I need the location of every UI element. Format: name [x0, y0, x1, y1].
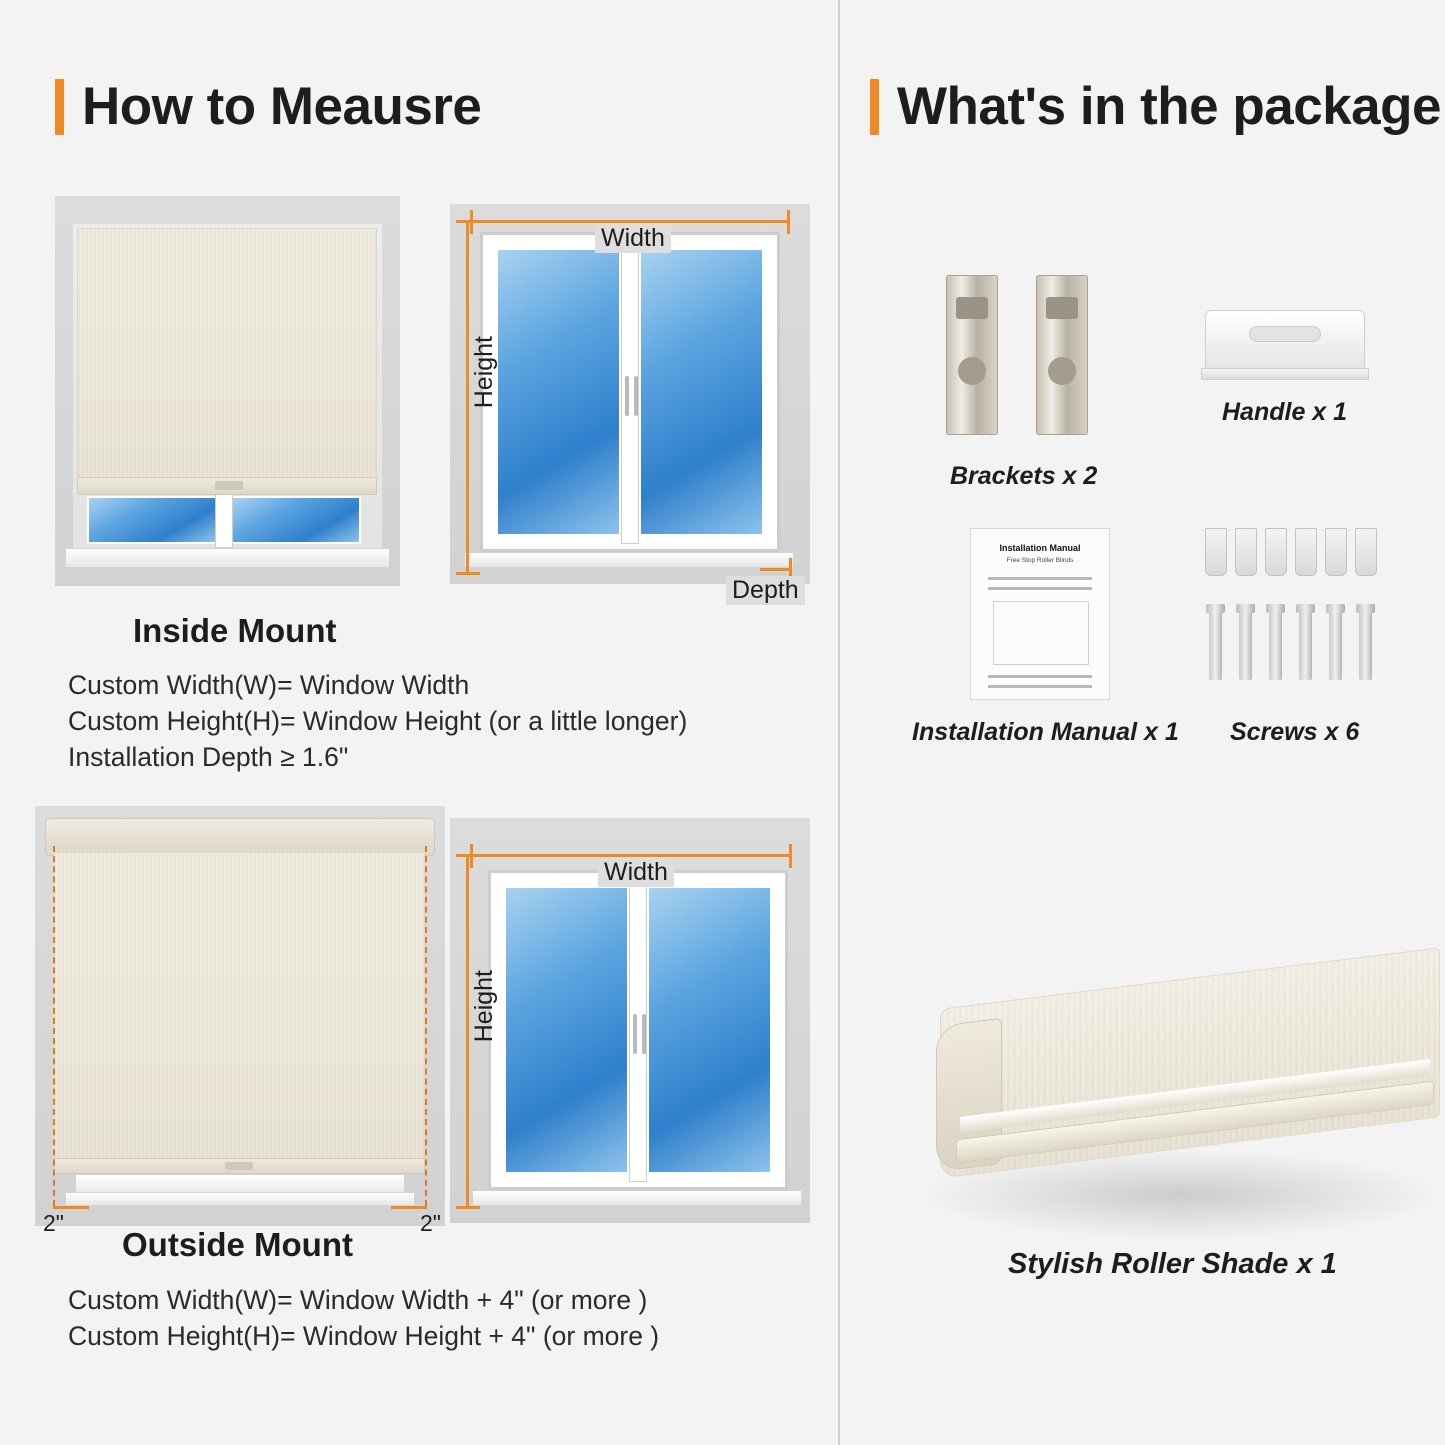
right-offset-label: 2" [420, 1210, 441, 1236]
depth-dimension-line [760, 568, 792, 571]
screw-icon [1209, 604, 1222, 680]
right-extension-guide [425, 846, 427, 1206]
screw-icon [1299, 604, 1312, 680]
manual-icon [970, 528, 1110, 700]
manual-figure [993, 601, 1089, 665]
inside-mount-spec-1: Custom Width(W)= Window Width [68, 670, 470, 700]
window-glass [87, 496, 217, 544]
window-glass-right [639, 248, 764, 536]
window-glass-left [496, 248, 621, 536]
screw-head [1356, 604, 1375, 613]
right-offset-line [391, 1206, 427, 1209]
outside-mount-dimension-diagram [440, 810, 810, 1230]
manual-line [988, 685, 1093, 688]
bracket-detail [1048, 357, 1076, 385]
section-heading-how-to-measure [55, 76, 481, 137]
depth-label: Depth [726, 576, 805, 605]
window-glass-right [647, 886, 772, 1174]
handle-grip-cutout [1249, 326, 1321, 342]
handle-group [1205, 310, 1365, 390]
window-glass-left [504, 886, 629, 1174]
rail-pull-tab [215, 481, 243, 490]
wall-anchor-icon [1235, 528, 1257, 576]
left-extension-guide [53, 846, 55, 1206]
screw-icon [1359, 604, 1372, 680]
left-offset-line [53, 1206, 89, 1209]
screw-head [1236, 604, 1255, 613]
window-sill-lip [65, 1192, 415, 1206]
screw-head [1266, 604, 1285, 613]
height-label: Height [470, 970, 498, 1043]
accent-bar [55, 79, 64, 135]
inside-mount-spec-2: Custom Height(H)= Window Height (or a little longer) [68, 706, 688, 736]
height-label: Height [470, 336, 498, 409]
window-sill [464, 552, 794, 568]
width-dim-cap-right [789, 844, 792, 868]
window-glass [231, 496, 361, 544]
manual-label: Installation Manual x 1 [912, 718, 1179, 746]
screws-label: Screws x 6 [1230, 718, 1360, 746]
height-dim-cap-bottom [456, 1206, 480, 1209]
heading-text: What's in the package [897, 77, 1442, 136]
height-dim-cap-top [456, 220, 480, 223]
height-dimension-line [466, 220, 469, 575]
roller-shade-label: Stylish Roller Shade x 1 [1008, 1248, 1337, 1280]
bracket-detail [1046, 297, 1078, 319]
wall-anchor-icon [1295, 528, 1317, 576]
manual-line [988, 587, 1093, 590]
inside-mount-title: Inside Mount [133, 612, 337, 649]
outside-mount-spec-2: Custom Height(H)= Window Height + 4" (or more ) [68, 1321, 660, 1351]
window-sill [65, 548, 390, 568]
bracket-detail [956, 297, 988, 319]
roller-shade-fabric [77, 228, 377, 478]
wall-anchor-icon [1325, 528, 1347, 576]
roller-shade-fabric [53, 852, 425, 1162]
window-handle-right [634, 376, 638, 416]
width-dimension-line [470, 854, 792, 857]
screw-icon [1269, 604, 1282, 680]
bracket-detail [958, 357, 986, 385]
outside-mount-illustration [35, 806, 445, 1236]
manual-line [988, 577, 1093, 580]
width-label: Width [598, 858, 674, 887]
vertical-divider [838, 0, 840, 1445]
handle-base [1201, 368, 1369, 380]
manual-title: Installation Manual [999, 543, 1081, 553]
inside-mount-dimension-diagram [440, 196, 810, 604]
brackets-label: Brackets x 2 [950, 462, 1098, 490]
wall-anchor-icon [1355, 528, 1377, 576]
handle-label: Handle x 1 [1222, 398, 1348, 426]
manual-subtitle: Free Stop Roller Blinds [1006, 557, 1074, 564]
rail-pull-tab [225, 1162, 253, 1170]
left-offset-label: 2" [43, 1210, 64, 1236]
heading-text: How to Meausre [82, 77, 482, 136]
window-handle-left [633, 1014, 637, 1054]
window-sash [215, 492, 233, 548]
inside-mount-illustration [55, 196, 400, 586]
manual-line [988, 675, 1093, 678]
height-dim-cap-bottom [456, 572, 480, 575]
window-handle-left [625, 376, 629, 416]
wall-anchor-icon [1265, 528, 1287, 576]
width-label: Width [595, 224, 671, 253]
screw-head [1326, 604, 1345, 613]
height-dim-cap-top [456, 854, 480, 857]
accent-bar [870, 79, 879, 135]
screw-head [1296, 604, 1315, 613]
outside-mount-spec-1: Custom Width(W)= Window Width + 4" (or more ) [68, 1285, 648, 1315]
screw-head [1206, 604, 1225, 613]
outside-mount-title: Outside Mount [122, 1226, 353, 1263]
width-dim-cap-right [787, 210, 790, 234]
roller-shade-icon [900, 960, 1440, 1240]
section-heading-package [870, 76, 1441, 137]
window-sill [472, 1190, 802, 1206]
brackets-group [940, 275, 1100, 445]
height-dimension-line [466, 854, 469, 1209]
width-dimension-line [470, 220, 790, 223]
window-handle-right [642, 1014, 646, 1054]
wall-anchor-icon [1205, 528, 1227, 576]
screws-group [1205, 528, 1375, 688]
headrail [45, 818, 435, 856]
screw-icon [1329, 604, 1342, 680]
inside-mount-spec-3: Installation Depth ≥ 1.6" [68, 742, 349, 772]
screw-icon [1239, 604, 1252, 680]
